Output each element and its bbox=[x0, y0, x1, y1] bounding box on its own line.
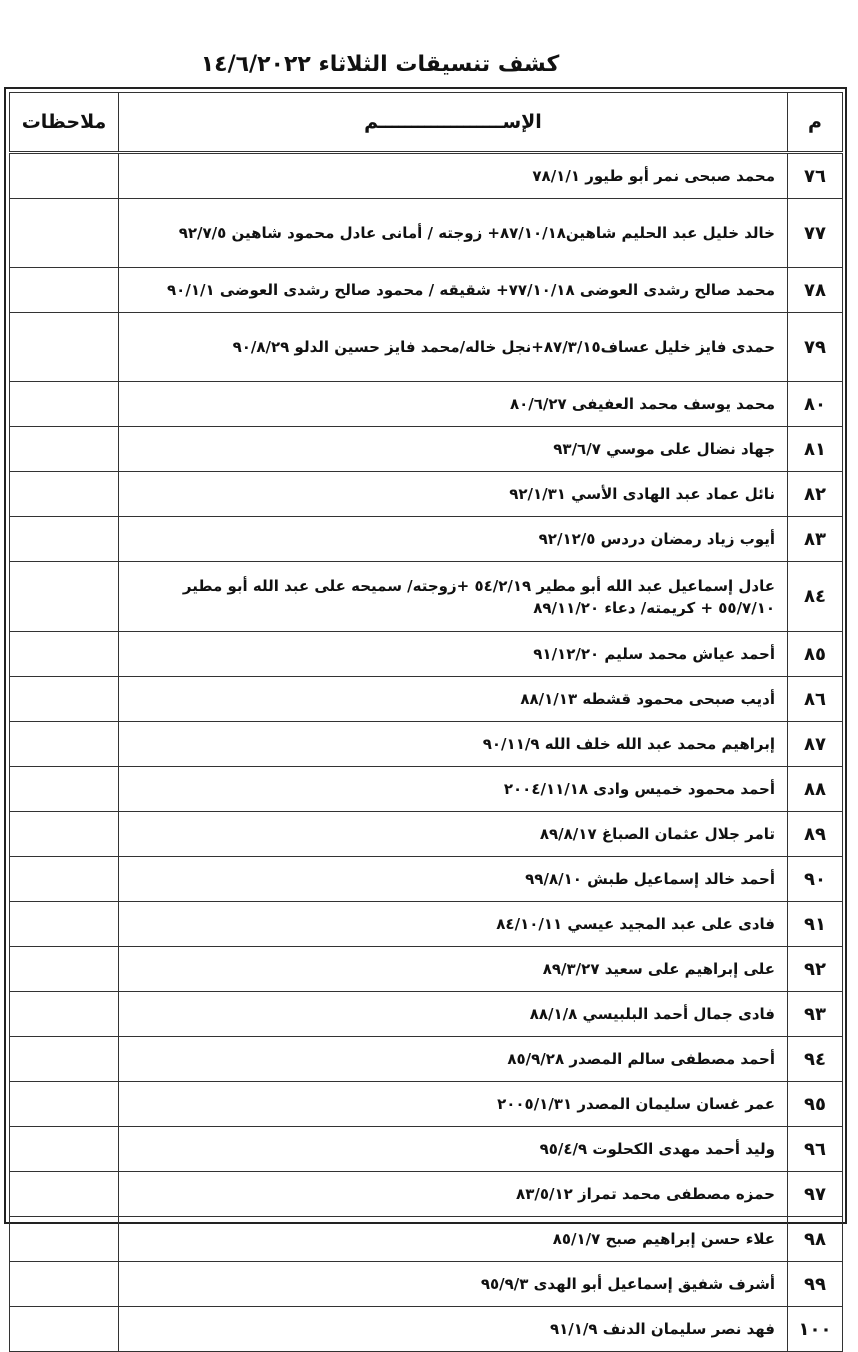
row-notes bbox=[10, 1217, 119, 1262]
row-number: ١٠٠ bbox=[788, 1307, 843, 1352]
row-notes bbox=[10, 677, 119, 722]
names-table bbox=[9, 92, 843, 1352]
row-notes bbox=[10, 812, 119, 857]
row-notes bbox=[10, 767, 119, 812]
row-notes bbox=[10, 1307, 119, 1352]
row-name: أحمد عياش محمد سليم ٩١/١٢/٢٠ bbox=[119, 632, 788, 677]
row-number: ٨٣ bbox=[788, 517, 843, 562]
row-name: نائل عماد عبد الهادى الأسي ٩٢/١/٣١ bbox=[119, 472, 788, 517]
row-number: ٨٨ bbox=[788, 767, 843, 812]
row-notes bbox=[10, 472, 119, 517]
table-header-row bbox=[10, 93, 843, 153]
row-notes bbox=[10, 427, 119, 472]
row-notes bbox=[10, 562, 119, 632]
table-row bbox=[10, 427, 843, 472]
row-number: ٨٩ bbox=[788, 812, 843, 857]
table-row bbox=[10, 562, 843, 632]
table-row bbox=[10, 1217, 843, 1262]
row-name: إبراهيم محمد عبد الله خلف الله ٩٠/١١/٩ bbox=[119, 722, 788, 767]
row-number: ٩٩ bbox=[788, 1262, 843, 1307]
table-row bbox=[10, 1127, 843, 1172]
table-row bbox=[10, 268, 843, 313]
table-row bbox=[10, 199, 843, 268]
table-row bbox=[10, 767, 843, 812]
table-row bbox=[10, 472, 843, 517]
row-notes bbox=[10, 992, 119, 1037]
row-number: ٧٨ bbox=[788, 268, 843, 313]
row-name: على إبراهيم على سعيد ٨٩/٣/٢٧ bbox=[119, 947, 788, 992]
page-title: كشف تنسيقات الثلاثاء ١٤/٦/٢٠٢٢ bbox=[200, 52, 560, 77]
row-number: ٩٠ bbox=[788, 857, 843, 902]
row-name: أحمد محمود خميس وادى ٢٠٠٤/١١/١٨ bbox=[119, 767, 788, 812]
table-row bbox=[10, 857, 843, 902]
row-number: ٩٧ bbox=[788, 1172, 843, 1217]
table-row bbox=[10, 1262, 843, 1307]
table-row bbox=[10, 1082, 843, 1127]
row-name: عادل إسماعيل عبد الله أبو مطير ٥٤/٢/١٩ +زوجته/ سميحه على عبد الله أبو مطير ٥٥/٧/١٠ + كريمته/ دعاء ٨٩/١١/٢٠ bbox=[119, 562, 788, 632]
row-name: عمر غسان سليمان المصدر ٢٠٠٥/١/٣١ bbox=[119, 1082, 788, 1127]
table-row bbox=[10, 517, 843, 562]
row-notes bbox=[10, 902, 119, 947]
row-notes bbox=[10, 199, 119, 268]
row-name: أشرف شفيق إسماعيل أبو الهدى ٩٥/٩/٣ bbox=[119, 1262, 788, 1307]
row-notes bbox=[10, 268, 119, 313]
row-notes bbox=[10, 1127, 119, 1172]
row-notes bbox=[10, 857, 119, 902]
row-number: ٨٥ bbox=[788, 632, 843, 677]
table-row bbox=[10, 632, 843, 677]
row-number: ٩٢ bbox=[788, 947, 843, 992]
table-row bbox=[10, 992, 843, 1037]
table-row bbox=[10, 313, 843, 382]
row-name: أيوب زياد رمضان دردس ٩٢/١٢/٥ bbox=[119, 517, 788, 562]
row-notes bbox=[10, 382, 119, 427]
row-name: أديب صبحى محمود قشطه ٨٨/١/١٣ bbox=[119, 677, 788, 722]
table-row bbox=[10, 153, 843, 199]
row-number: ٩١ bbox=[788, 902, 843, 947]
row-name: خالد خليل عبد الحليم شاهين٨٧/١٠/١٨+ زوجته / أمانى عادل محمود شاهين ٩٢/٧/٥ bbox=[119, 199, 788, 268]
table-body bbox=[10, 153, 843, 1352]
row-number: ٨٧ bbox=[788, 722, 843, 767]
row-notes bbox=[10, 632, 119, 677]
row-number: ٨٤ bbox=[788, 562, 843, 632]
table-row bbox=[10, 382, 843, 427]
table-row bbox=[10, 812, 843, 857]
row-number: ٧٦ bbox=[788, 153, 843, 199]
row-number: ٩٥ bbox=[788, 1082, 843, 1127]
row-name: علاء حسن إبراهيم صبح ٨٥/١/٧ bbox=[119, 1217, 788, 1262]
row-name: محمد صالح رشدى العوضى ٧٧/١٠/١٨+ شقيقه / محمود صالح رشدى العوضى ٩٠/١/١ bbox=[119, 268, 788, 313]
row-notes bbox=[10, 1262, 119, 1307]
row-name: محمد صبحى نمر أبو طيور ٧٨/١/١ bbox=[119, 153, 788, 199]
row-number: ٩٤ bbox=[788, 1037, 843, 1082]
row-notes bbox=[10, 1082, 119, 1127]
row-notes bbox=[10, 153, 119, 199]
row-number: ٨٢ bbox=[788, 472, 843, 517]
row-name: تامر جلال عثمان الصباغ ٨٩/٨/١٧ bbox=[119, 812, 788, 857]
row-number: ٨٦ bbox=[788, 677, 843, 722]
row-notes bbox=[10, 517, 119, 562]
row-name: حمدى فايز خليل عساف٨٧/٣/١٥+نجل خاله/محمد فايز حسين الدلو ٩٠/٨/٢٩ bbox=[119, 313, 788, 382]
row-name: أحمد خالد إسماعيل طبش ٩٩/٨/١٠ bbox=[119, 857, 788, 902]
table-row bbox=[10, 902, 843, 947]
row-name: حمزه مصطفى محمد تمراز ٨٣/٥/١٢ bbox=[119, 1172, 788, 1217]
row-number: ٨١ bbox=[788, 427, 843, 472]
row-name: فهد نصر سليمان الدنف ٩١/١/٩ bbox=[119, 1307, 788, 1352]
row-notes bbox=[10, 722, 119, 767]
row-name: محمد يوسف محمد العفيفى ٨٠/٦/٢٧ bbox=[119, 382, 788, 427]
row-name: فادى جمال أحمد البلبيسي ٨٨/١/٨ bbox=[119, 992, 788, 1037]
row-number: ٨٠ bbox=[788, 382, 843, 427]
table-row bbox=[10, 722, 843, 767]
row-name: جهاد نضال على موسي ٩٣/٦/٧ bbox=[119, 427, 788, 472]
header-name: الإســـــــــــــــــــم bbox=[119, 93, 788, 153]
row-notes bbox=[10, 947, 119, 992]
table-row bbox=[10, 1307, 843, 1352]
row-number: ٩٣ bbox=[788, 992, 843, 1037]
table-row bbox=[10, 1172, 843, 1217]
row-notes bbox=[10, 1037, 119, 1082]
row-number: ٧٩ bbox=[788, 313, 843, 382]
row-number: ٩٦ bbox=[788, 1127, 843, 1172]
row-name: فادى على عبد المجيد عيسي ٨٤/١٠/١١ bbox=[119, 902, 788, 947]
row-name: أحمد مصطفى سالم المصدر ٨٥/٩/٢٨ bbox=[119, 1037, 788, 1082]
row-number: ٧٧ bbox=[788, 199, 843, 268]
row-notes bbox=[10, 313, 119, 382]
header-notes: ملاحظات bbox=[10, 93, 119, 153]
table-row bbox=[10, 947, 843, 992]
table-row bbox=[10, 1037, 843, 1082]
row-notes bbox=[10, 1172, 119, 1217]
row-name: وليد أحمد مهدى الكحلوت ٩٥/٤/٩ bbox=[119, 1127, 788, 1172]
table-row bbox=[10, 677, 843, 722]
header-number: م bbox=[788, 93, 843, 153]
row-number: ٩٨ bbox=[788, 1217, 843, 1262]
